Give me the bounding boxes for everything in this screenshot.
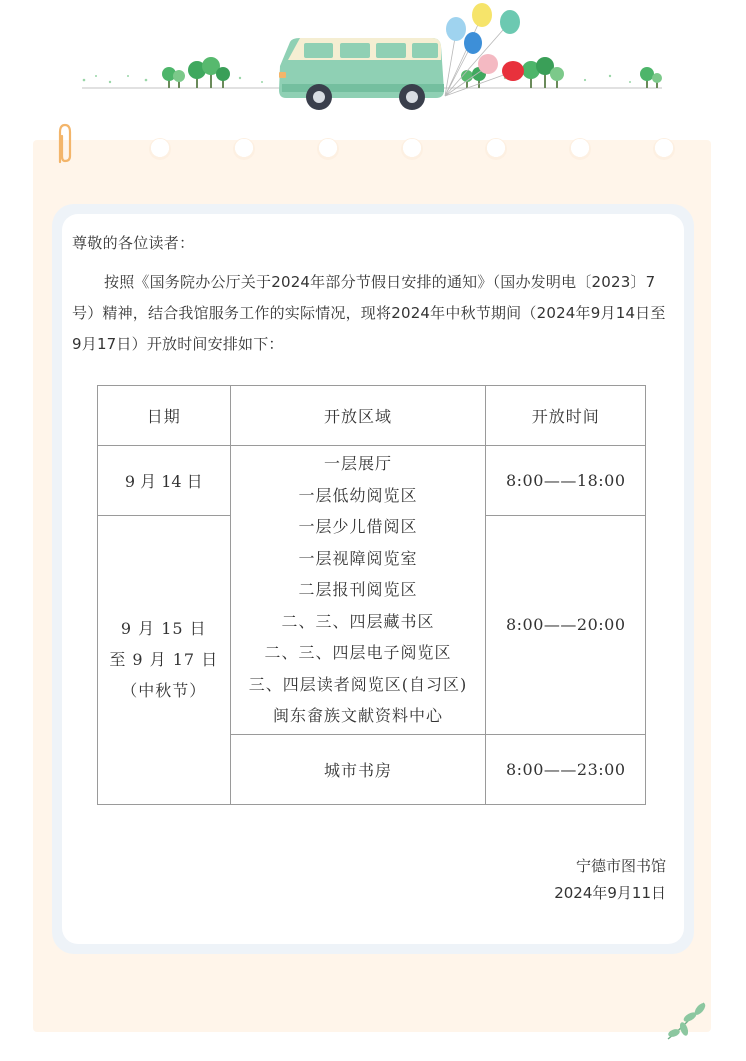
binding-hole [485, 138, 507, 160]
header-area: 开放区域 [230, 386, 486, 446]
binding-hole [233, 138, 255, 160]
binding-hole [653, 138, 675, 160]
header-date: 日期 [98, 386, 231, 446]
area-item: 三、四层读者阅览区(自习区) [248, 674, 468, 694]
balloons-icon [445, 3, 524, 96]
leaf-icon [660, 995, 710, 1045]
signature-date: 2024年9月11日 [554, 884, 666, 902]
date-line: 9 月 15 日 [120, 619, 207, 639]
header-time: 开放时间 [486, 386, 646, 446]
binding-holes [33, 140, 711, 180]
signature [554, 853, 666, 907]
tree-icon [162, 57, 230, 88]
date-cell: 9 月 14 日 [98, 446, 231, 516]
schedule-table [97, 385, 646, 805]
bus-illustration [0, 0, 746, 140]
area-cell: 城市书房 [230, 734, 486, 804]
area-item: 一层低幼阅览区 [298, 485, 418, 505]
notice-body: 按照《国务院办公厅关于2024年部分节假日安排的通知》（国办发明电〔2023〕7号）精神，结合我馆服务工作的实际情况，现将2024年中秋节期间（2024年9月14日至9月17日）开放时间安排如下： [72, 273, 666, 353]
area-item: 二、三、四层电子阅览区 [264, 643, 452, 662]
area-item: 二层报刊阅览区 [298, 580, 418, 599]
area-item: 一层视障阅览室 [298, 548, 418, 568]
area-list-cell [230, 446, 486, 735]
time-cell: 8:00——18:00 [486, 446, 646, 516]
time-cell: 8:00——23:00 [486, 734, 646, 804]
area-item: 一层少儿借阅区 [298, 517, 418, 536]
paperclip-icon [53, 122, 75, 166]
signature-org: 宁德市图书馆 [575, 857, 666, 875]
date-cell [98, 516, 231, 805]
binding-hole [149, 138, 171, 160]
binding-hole [569, 138, 591, 160]
area-item: 二、三、四层藏书区 [281, 611, 435, 631]
binding-hole [401, 138, 423, 160]
table-row [98, 446, 646, 516]
table-header-row [98, 386, 646, 446]
greeting: 尊敬的各位读者： [72, 234, 195, 252]
binding-hole [317, 138, 339, 160]
date-line: 至 9 月 17 日 [109, 650, 219, 670]
header-illustration [0, 0, 746, 140]
area-item: 一层展厅 [324, 454, 393, 473]
time-cell: 8:00——20:00 [486, 516, 646, 735]
area-item: 闽东畲族文献资料中心 [273, 706, 444, 725]
date-line: （中秋节） [121, 681, 207, 701]
